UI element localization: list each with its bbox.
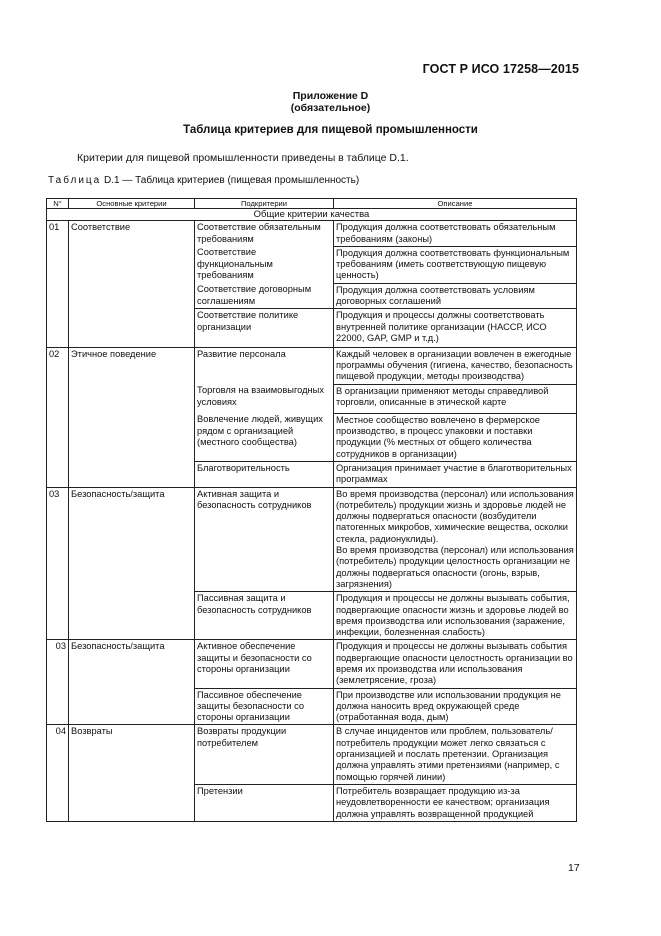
table-row xyxy=(47,283,577,309)
table-row xyxy=(47,784,577,821)
main-criterion: Соответствие xyxy=(69,221,195,247)
col-header-sub: Подкритерии xyxy=(195,199,334,209)
table-row xyxy=(47,309,577,348)
sub-criterion: Благотворительность xyxy=(195,461,334,487)
description: Продукция должна соответствовать обязательным требованиям (законы) xyxy=(334,221,577,247)
page-title: Таблица критериев для пищевой промышленности xyxy=(183,124,478,136)
row-number: 03 xyxy=(47,487,69,592)
table-row xyxy=(47,640,577,688)
table-row xyxy=(47,221,577,247)
description: При производстве или использовании продукция не должна наносить вред окружающей среде (отработанная вода, дым) xyxy=(334,688,577,725)
intro-paragraph: Критерии для пищевой промышленности приведены в таблице D.1. xyxy=(77,152,409,164)
description: Продукция и процессы должны соответствовать внутренней политике организации (НАССР, ИСО 22000, GAP, GMP и т.д.) xyxy=(334,309,577,348)
sub-criterion: Активное обеспечение защиты и безопасности со стороны организации xyxy=(195,640,334,688)
description: В организации применяют методы справедливой торговли, описанные в этической карте xyxy=(334,384,577,413)
sub-criterion: Вовлечение людей, живущих рядом с организацией (местного сообщества) xyxy=(195,413,334,461)
description: В случае инцидентов или проблем, пользователь/потребитель продукции может легко связаться с организацией и послать претензии. Организация должна управлять этими претензиями (например, с помощью горячей линии) xyxy=(334,725,577,784)
sub-criterion: Соответствие политике организации xyxy=(195,309,334,348)
main-criterion: Безопасность/защита xyxy=(69,487,195,592)
description: Потребитель возвращает продукцию из-за неудовлетворенности ее качеством; организация должна управлять возвращенной продукцией xyxy=(334,784,577,821)
description-part: Во время производства (персонал) или использования (потребитель) продукции целостность организации не должны подвергаться опасности (огонь, взрыв, загрязнения) xyxy=(336,545,574,589)
row-number: 03 xyxy=(47,640,69,688)
sub-criterion: Развитие персонала xyxy=(195,347,334,384)
sub-criterion: Претензии xyxy=(195,784,334,821)
description: Каждый человек в организации вовлечен в ежегодные программы обучения (гигиена, качество, безопасность пищевой продукции, методы производства) xyxy=(334,347,577,384)
table-row xyxy=(47,592,577,640)
table-row xyxy=(47,384,577,413)
main-criterion: Безопасность/защита xyxy=(69,640,195,688)
sub-criterion: Пассивное обеспечение защиты безопасности со стороны организации xyxy=(195,688,334,725)
description: Местное сообщество вовлечено в фермерское производство, в процесс упаковки и поставки продукции (% местных от общего количества сотрудников в организации) xyxy=(334,413,577,461)
appendix-heading xyxy=(0,90,661,114)
appendix-label: Приложение D xyxy=(292,90,369,102)
sub-criterion: Активная защита и безопасность сотрудников xyxy=(195,487,334,592)
sub-criterion: Торговля на взаимовыгодных условиях xyxy=(195,384,334,413)
sub-criterion: Пассивная защита и безопасность сотрудников xyxy=(195,592,334,640)
description: Продукция и процессы не должны вызывать события, подвергающие опасности жизнь и здоровье людей во время производства или использования (заражение, инфекции, болезненная слабость) xyxy=(334,592,577,640)
col-header-main: Основные критерии xyxy=(69,199,195,209)
row-number: 04 xyxy=(47,725,69,784)
table-row xyxy=(47,246,577,283)
criteria-table xyxy=(46,198,577,822)
page-number: 17 xyxy=(568,862,580,874)
table-row xyxy=(47,413,577,461)
col-header-description: Описание xyxy=(334,199,577,209)
main-criterion: Этичное поведение xyxy=(69,347,195,384)
sub-criterion: Соответствие договорным соглашениям xyxy=(195,283,334,309)
table-caption-label: Таблица xyxy=(48,175,102,186)
description xyxy=(334,487,577,592)
table-row xyxy=(47,688,577,725)
table-row xyxy=(47,461,577,487)
description: Продукция должна соответствовать условиям договорных соглашений xyxy=(334,283,577,309)
description: Организация принимает участие в благотворительных программах xyxy=(334,461,577,487)
sub-criterion: Соответствие функциональным требованиям xyxy=(195,246,334,283)
main-criterion: Возвраты xyxy=(69,725,195,784)
section-title: Общие критерии качества xyxy=(47,209,577,221)
section-row xyxy=(47,209,577,221)
appendix-type: (обязательное) xyxy=(290,102,371,114)
row-number: 01 xyxy=(47,221,69,247)
description: Продукция должна соответствовать функциональным требованиям (иметь соответствующую пищевую ценность) xyxy=(334,246,577,283)
table-caption xyxy=(48,175,359,186)
table-caption-text: D.1 — Таблица критериев (пищевая промышленность) xyxy=(104,175,360,186)
table-row xyxy=(47,347,577,384)
standard-designation: ГОСТ Р ИСО 17258—2015 xyxy=(422,62,579,76)
description-part: Во время производства (персонал) или использования (потребитель) продукции жизнь и здоровье людей не должны подвергаться опасности (возбудители патогенных микробов, химические вещества, осколки стекла, радионуклиды). xyxy=(336,488,574,544)
row-number: 02 xyxy=(47,347,69,384)
description: Продукция и процессы не должны вызывать события подвергающие опасности целостность организации во время их производства или использования (землетрясение, гроза) xyxy=(334,640,577,688)
col-header-number: N° xyxy=(47,199,69,209)
table-header-row xyxy=(47,199,577,209)
sub-criterion: Возвраты продукции потребителем xyxy=(195,725,334,784)
table-row xyxy=(47,487,577,592)
table-row xyxy=(47,725,577,784)
sub-criterion: Соответствие обязательным требованиям xyxy=(195,221,334,247)
